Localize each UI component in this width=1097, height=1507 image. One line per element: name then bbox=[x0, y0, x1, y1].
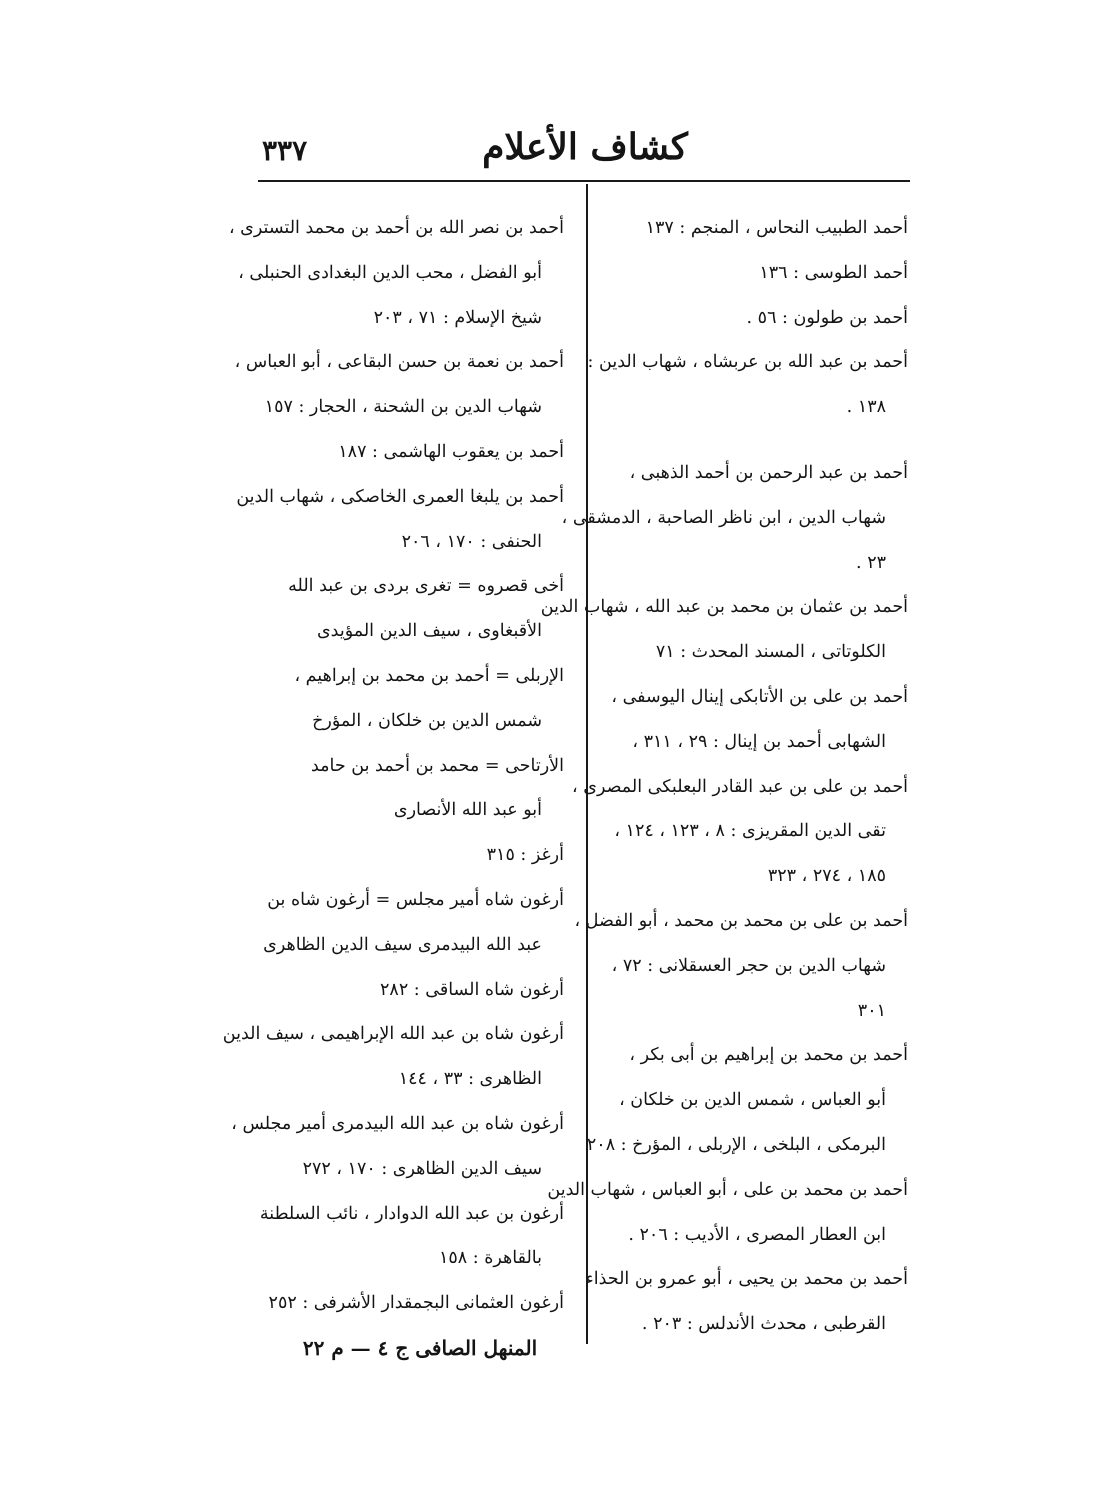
index-entry bbox=[606, 675, 908, 765]
index-entry-line: أرغون بن عبد الله الدوادار ، نائب السلطنة bbox=[259, 1203, 564, 1224]
index-entry-line: شيخ الإسلام : ٧١ ، ٢٠٣ bbox=[373, 307, 542, 328]
index-entry bbox=[236, 475, 564, 565]
index-entry bbox=[258, 744, 564, 834]
index-entry-line: أحمد بن عبد الله بن عربشاه ، شهاب الدين : bbox=[587, 352, 908, 373]
index-column-right bbox=[540, 206, 908, 1347]
index-entry-line: ٢٣ . bbox=[856, 552, 886, 573]
index-entry-line: أرغون شاه بن عبد الله الإبراهيمى ، سيف الدين bbox=[222, 1024, 564, 1045]
index-entry-line: ١٨٥ ، ٢٧٤ ، ٣٢٣ bbox=[767, 866, 886, 887]
index-entry-line: شهاب الدين بن الشحنة ، الحجار : ١٥٧ bbox=[264, 397, 542, 418]
index-entry-line: ١٣٨ . bbox=[846, 397, 886, 418]
index-entry bbox=[561, 451, 908, 585]
index-entry-line: شهاب الدين بن حجر العسقلانى : ٧٢ ، bbox=[611, 955, 886, 976]
index-entry bbox=[258, 564, 564, 654]
index-entry-line: أرغون شاه أمير مجلس = أرغون شاه بن bbox=[267, 889, 564, 910]
index-column-left bbox=[222, 206, 564, 1326]
index-entry bbox=[540, 585, 908, 675]
index-entry-line: الأقبغاوى ، سيف الدين المؤيدى bbox=[316, 621, 542, 642]
index-entry bbox=[228, 206, 564, 340]
index-entry-line: أحمد بن محمد بن على ، أبو العباس ، شهاب الدين bbox=[547, 1179, 908, 1200]
index-entry-line: أحمد بن محمد بن يحيى ، أبو عمرو بن الحذاء bbox=[585, 1269, 908, 1290]
index-entry-line: أرغون شاه الساقى : ٢٨٢ bbox=[380, 979, 564, 1000]
index-entry bbox=[572, 765, 908, 899]
index-entry-line: أحمد بن على بن عبد القادر البعلبكى المصرى ، bbox=[572, 776, 908, 797]
index-entry-line: أحمد بن محمد بن إبراهيم بن أبى بكر ، bbox=[629, 1045, 908, 1066]
index-entry-line: عبد الله البيدمرى سيف الدين الظاهرى bbox=[263, 934, 542, 955]
index-entry bbox=[606, 206, 908, 251]
index-entry-line: أحمد بن عبد الرحمن بن أحمد الذهبى ، bbox=[629, 462, 908, 483]
index-entry bbox=[258, 1192, 564, 1282]
page-number: ٣٣٧ bbox=[262, 134, 308, 167]
index-entry-line: أحمد بن يعقوب الهاشمى : ١٨٧ bbox=[338, 441, 564, 462]
index-entry bbox=[258, 878, 564, 968]
index-entry bbox=[258, 1281, 564, 1326]
index-entry bbox=[585, 1257, 908, 1347]
index-entry bbox=[231, 1102, 564, 1192]
signature-mark: المنهل الصافى ج ٤ — م ٢٢ bbox=[302, 1336, 538, 1360]
index-entry-line: الكلوتاتى ، المسند المحدث : ٧١ bbox=[655, 642, 886, 663]
index-entry-line: القرطبى ، محدث الأندلس : ٢٠٣ . bbox=[641, 1314, 886, 1335]
index-entry-line: أحمد الطوسى : ١٣٦ bbox=[759, 262, 908, 283]
index-entry-line: أبو العباس ، شمس الدين بن خلكان ، bbox=[619, 1090, 886, 1111]
index-entry bbox=[606, 296, 908, 341]
index-entry-line: أحمد بن نعمة بن حسن البقاعى ، أبو العباس ، bbox=[234, 352, 564, 373]
index-entry bbox=[547, 1168, 908, 1258]
index-entry-line: أبو عبد الله الأنصارى bbox=[393, 800, 542, 821]
index-entry-line: أحمد بن على بن الأتابكى إينال اليوسفى ، bbox=[611, 686, 908, 707]
index-entry bbox=[234, 340, 564, 430]
index-entry-line: الأرتاحى = محمد بن أحمد بن حامد bbox=[311, 755, 564, 776]
index-entry-line: أحمد بن يلبغا العمرى الخاصكى ، شهاب الدين bbox=[236, 486, 564, 507]
index-entry-line: ابن العطار المصرى ، الأديب : ٢٠٦ . bbox=[628, 1224, 886, 1245]
index-entry-line: أرغون العثمانى البجمقدار الأشرفى : ٢٥٢ bbox=[268, 1293, 564, 1314]
index-entry bbox=[586, 1033, 908, 1167]
index-entry bbox=[606, 251, 908, 296]
index-entry bbox=[574, 899, 908, 1033]
index-entry bbox=[222, 1012, 564, 1102]
index-entry-line: أحمد بن نصر الله بن أحمد بن محمد التسترى ، bbox=[228, 218, 564, 238]
index-entry-line: شمس الدين بن خلكان ، المؤرخ bbox=[312, 710, 542, 731]
index-entry bbox=[258, 833, 564, 878]
index-entry bbox=[587, 340, 908, 430]
index-entry-line: بالقاهرة : ١٥٨ bbox=[439, 1248, 542, 1269]
index-entry-line: شهاب الدين ، ابن ناظر الصاحبة ، الدمشقى ، bbox=[561, 507, 886, 528]
index-entry-line: أحمد بن طولون : ٥٦ . bbox=[746, 307, 908, 328]
index-entry-line: أخى قصروه = تغرى بردى بن عبد الله bbox=[288, 576, 564, 597]
index-entry-line: الحنفى : ١٧٠ ، ٢٠٦ bbox=[401, 531, 542, 552]
index-entry bbox=[258, 968, 564, 1013]
index-entry-line: البرمكى ، البلخى ، الإربلى ، المؤرخ : ٢٠٨ bbox=[586, 1134, 886, 1155]
index-entry-line: سيف الدين الظاهرى : ١٧٠ ، ٢٧٢ bbox=[302, 1158, 542, 1179]
index-entry bbox=[258, 654, 564, 744]
index-entry-line: أبو الفضل ، محب الدين البغدادى الحنبلى ، bbox=[238, 262, 542, 283]
index-entry-line: أرغز : ٣١٥ bbox=[486, 845, 564, 866]
index-entry-line: أحمد الطبيب النحاس ، المنجم : ١٣٧ bbox=[645, 218, 908, 238]
index-entry-line: أرغون شاه بن عبد الله البيدمرى أمير مجلس ، bbox=[231, 1113, 564, 1134]
running-title: كشاف الأعلام bbox=[482, 126, 688, 168]
index-entry bbox=[258, 430, 564, 475]
index-entry-line: الشهابى أحمد بن إينال : ٢٩ ، ٣١١ ، bbox=[632, 731, 886, 752]
index-entry-line: الظاهرى : ٣٣ ، ١٤٤ bbox=[398, 1069, 542, 1090]
index-entry-line: الإربلى = أحمد بن محمد بن إبراهيم ، bbox=[294, 665, 564, 686]
index-entry-line: أحمد بن عثمان بن محمد بن عبد الله ، شهاب الدين bbox=[540, 597, 908, 618]
header-rule bbox=[258, 180, 910, 182]
index-entry-line: ٣٠١ bbox=[857, 1000, 886, 1021]
index-entry-line: تقى الدين المقريزى : ٨ ، ١٢٣ ، ١٢٤ ، bbox=[614, 821, 886, 842]
index-entry-line: أحمد بن على بن محمد بن محمد ، أبو الفضل ، bbox=[574, 910, 908, 931]
